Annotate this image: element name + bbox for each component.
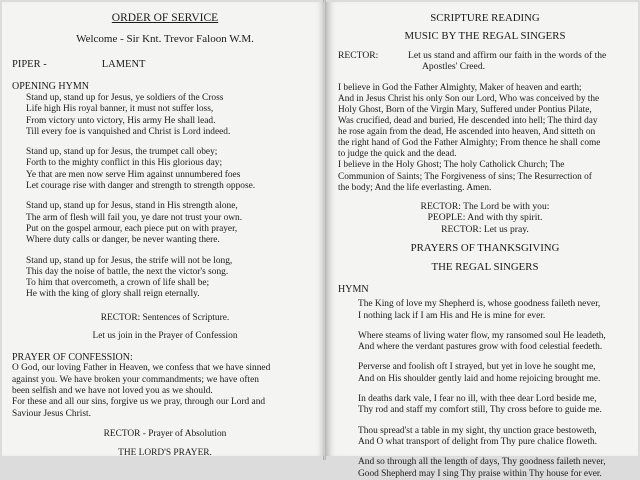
creed-line: Communion of Saints; The Forgiveness of sins; The Resurrection of <box>338 171 592 182</box>
right-page <box>326 2 638 479</box>
response-line: RECTOR: Let us pray. <box>441 223 529 235</box>
hymn-verse <box>358 362 632 385</box>
creed-line: Was crucified, dead and buried, He descended into hell; The third day <box>338 116 598 127</box>
response-line: PEOPLE: And with thy spirit. <box>427 212 543 224</box>
hymn-verse <box>358 331 632 354</box>
verse-line: This day the noise of battle, the next the victor's song. <box>26 266 229 277</box>
creed-line: the body; And the life everlasting. Amen. <box>338 182 492 193</box>
hymn-line: Good Shepherd may I sing Thy praise within Thy house for ever. <box>358 468 602 479</box>
verse-line: Till every foe is vanquished and Christ is Lord indeed. <box>26 126 231 137</box>
hymn-verse <box>358 426 632 449</box>
verse-line: Let courage rise with danger and strength to strength oppose. <box>26 181 256 192</box>
hymn-verse <box>26 201 318 246</box>
hymn-line: In deaths dark vale, I fear no ill, with thee dear Lord beside me, <box>358 394 597 405</box>
prayer-line: Saviour Jesus Christ. <box>12 408 91 419</box>
verse-line: Life high His royal banner, it must not suffer loss, <box>26 104 214 115</box>
rector-absolution: RECTOR - Prayer of Absolution <box>103 428 227 439</box>
thanksgiving-heading: PRAYERS OF THANKSGIVING <box>410 242 560 255</box>
hymn-line: And O what transport of delight from Thy pure chalice floweth. <box>358 436 598 447</box>
creed-line: And in Jesus Christ his only Son our Lord, Who was conceived by the <box>338 93 600 104</box>
creed-line: Holy Ghost, Born of the Virgin Mary, Suffered under Pontius Pilate, <box>338 105 592 115</box>
rector-sentences: RECTOR: Sentences of Scripture. <box>100 312 230 323</box>
responses <box>338 201 632 236</box>
hymn-line: And where the verdant pastures grow with food celestial feedeth. <box>358 342 603 353</box>
hymn-verse <box>26 256 318 301</box>
hymn-line: Thou spread'st a table in my sight, thy unction grace bestoweth, <box>358 425 597 436</box>
rector-affirm <box>338 50 632 73</box>
creed-line: the right hand of God the Father Almighty; From thence he shall come <box>338 138 601 149</box>
verse-line: Stand up, stand up for Jesus, the trumpet call obey; <box>26 147 218 158</box>
hymn-line: Where steams of living water flow, my ransomed soul He leadeth, <box>358 330 606 341</box>
verse-line: The arm of flesh will fail you, ye dare not trust your own. <box>26 212 243 223</box>
hymn-verse <box>26 147 318 192</box>
page-title: ORDER OF SERVICE <box>111 12 219 24</box>
hymn-line: And on His shoulder gently laid and home rejoicing brought me. <box>358 373 601 384</box>
prayer-line: been selfish and we have not loved you as we should. <box>12 385 213 396</box>
verse-line: Where duty calls or danger, be never wanting there. <box>26 235 220 246</box>
prayer-line: For these and all our sins, forgive us we pray, through our Lord and <box>12 397 266 408</box>
hymn-verse <box>358 299 632 322</box>
hymn-label: HYMN <box>338 284 369 296</box>
verse-line: Stand up, stand up for Jesus, ye soldiers of the Cross <box>26 93 224 103</box>
hymn-line: The King of love my Shepherd is, whose goodness faileth never, <box>358 299 601 310</box>
piper-label: PIPER - <box>12 59 47 70</box>
prayer-line: against you. We have broken your commandments; we have often <box>12 374 259 385</box>
verse-line: Stand up, stand up for Jesus, the strife will not be long, <box>26 255 233 266</box>
verse-line: Ye that are men now serve Him against unnumbered foes <box>26 169 241 180</box>
verse-line: Stand up, stand up for Jesus, stand in His strength alone, <box>26 201 238 212</box>
rector-text <box>408 50 606 73</box>
rector-text-line: Apostles' Creed. <box>422 61 486 73</box>
hymn-line: Thy rod and staff my comfort still, Thy cross before to guide me. <box>358 405 602 416</box>
opening-hymn-label: OPENING HYMN <box>12 81 89 92</box>
join-prayer: Let us join in the Prayer of Confession <box>92 331 238 342</box>
prayer-label: PRAYER OF CONFESSION: <box>12 352 133 364</box>
prayer-text <box>12 363 318 419</box>
hymn-line: Perverse and foolish oft I strayed, but yet in love he sought me, <box>358 362 596 373</box>
creed-line: to judge the quick and the dead. <box>338 149 457 160</box>
hymn-verse <box>358 394 632 417</box>
verse-line: He with the king of glory shall reign eternally. <box>26 289 200 300</box>
prayer-line: O God, our loving Father in Heaven, we confess that we have sinned <box>12 363 271 374</box>
welcome-line: Welcome - Sir Knt. Trevor Faloon W.M. <box>76 33 254 45</box>
left-page <box>2 2 324 459</box>
piper-row <box>12 59 318 70</box>
verse-line: Put on the gospel armour, each piece put on with prayer, <box>26 223 238 234</box>
hymn-verse <box>26 93 318 138</box>
lords-prayer: THE LORD'S PRAYER. <box>118 448 212 459</box>
verse-line: From victory unto victory, His army He shall lead. <box>26 115 216 126</box>
creed-line: I believe in God the Father Almighty, Maker of heaven and earth; <box>338 82 582 93</box>
hymn-line: And so through all the length of days, Thy goodness faileth never, <box>358 457 606 468</box>
verse-line: Forth to the mighty conflict in this His glorious day; <box>26 158 223 169</box>
response-line: RECTOR: The Lord be with you: <box>420 200 550 212</box>
rector-label: RECTOR: <box>338 50 379 61</box>
rector-text-line: Let us stand and affirm our faith in the words of the <box>408 50 607 61</box>
apostles-creed <box>338 83 632 194</box>
verse-line: To him that overcometh, a crown of life shall be; <box>26 278 210 289</box>
creed-line: I believe in the Holy Ghost; The holy Catholick Church; The <box>338 160 565 171</box>
hymn-verse <box>358 457 632 480</box>
hymn-line: I nothing lack if I am His and He is mine for ever. <box>358 310 546 321</box>
scripture-reading: SCRIPTURE READING <box>430 12 540 24</box>
music-heading: MUSIC BY THE REGAL SINGERS <box>404 30 566 42</box>
piper-value: LAMENT <box>101 59 146 70</box>
regal-singers: THE REGAL SINGERS <box>431 261 539 274</box>
creed-line: he rose again from the dead, He ascended into heaven, And sitteth on <box>338 127 596 138</box>
